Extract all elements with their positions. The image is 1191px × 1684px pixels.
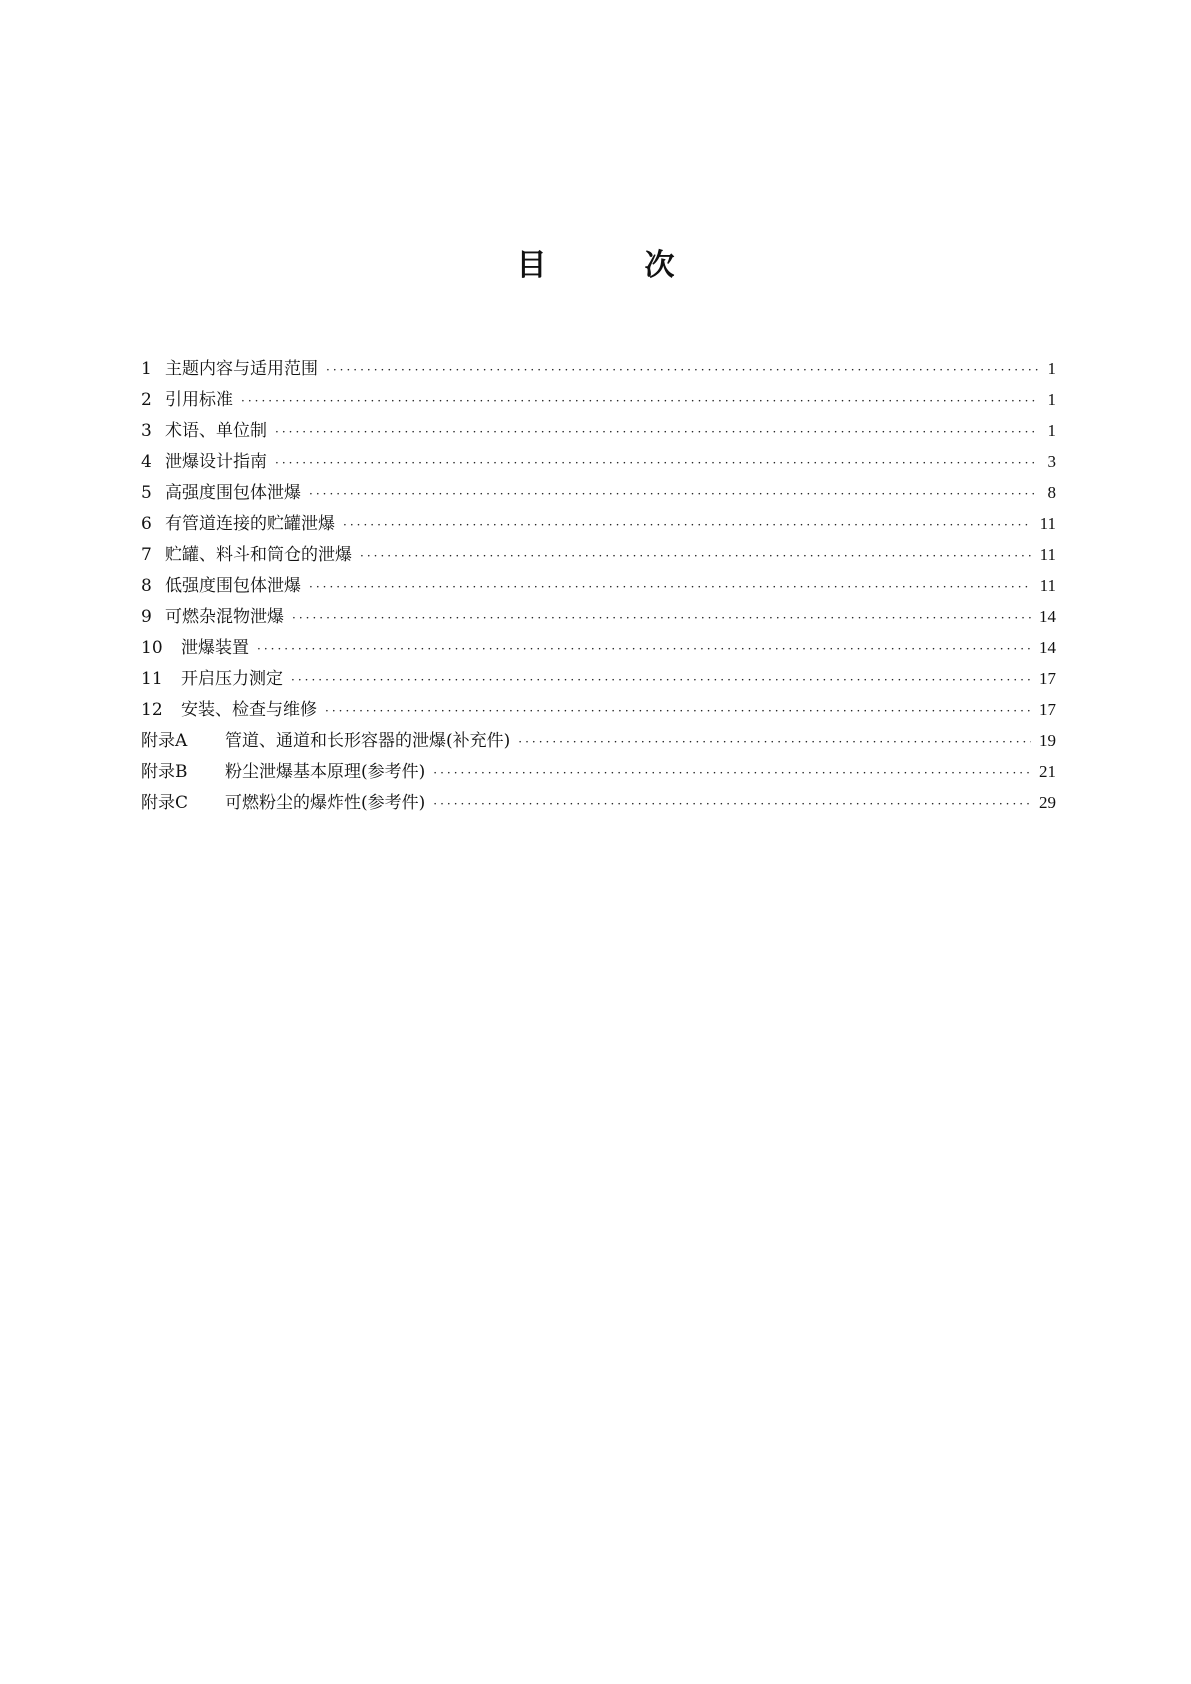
toc-entry-1[interactable]: [141, 354, 1056, 385]
table-of-contents: [141, 354, 1056, 819]
toc-entry-appendix-b[interactable]: [141, 757, 1056, 788]
dot-leader: [292, 611, 1031, 625]
toc-entry-page: 14: [1039, 638, 1056, 657]
toc-entry-page: 1: [1047, 390, 1056, 409]
toc-entry-page: 17: [1039, 700, 1056, 719]
dot-leader: [518, 735, 1031, 749]
toc-entry-title: 泄爆设计指南: [165, 452, 267, 472]
toc-entry-number: 附录A: [141, 731, 188, 751]
toc-entry-title: 高强度围包体泄爆: [165, 483, 301, 503]
toc-entry-10[interactable]: [141, 633, 1056, 664]
toc-entry-number: 附录B: [141, 762, 188, 782]
toc-entry-title: 主题内容与适用范围: [165, 359, 318, 379]
dot-leader: [309, 487, 1038, 501]
toc-entry-title: 可燃杂混物泄爆: [165, 607, 284, 627]
toc-entry-number: 附录C: [141, 793, 189, 813]
dot-leader: [257, 642, 1031, 656]
toc-entry-title: 术语、单位制: [165, 421, 267, 441]
dot-leader: [275, 456, 1038, 470]
toc-entry-title: 安装、检查与维修: [181, 700, 317, 720]
toc-entry-title: 引用标准: [165, 390, 233, 410]
toc-entry-page: 1: [1047, 359, 1056, 378]
toc-entry-appendix-c[interactable]: [141, 788, 1056, 819]
dot-leader: [343, 518, 1032, 532]
toc-entry-number: 12: [141, 700, 163, 720]
toc-entry-number: 8: [141, 576, 152, 596]
toc-entry-number: 2: [141, 390, 152, 410]
toc-entry-number: 4: [141, 452, 152, 472]
toc-entry-title: 开启压力测定: [181, 669, 283, 689]
toc-entry-3[interactable]: [141, 416, 1056, 447]
toc-entry-6[interactable]: [141, 509, 1056, 540]
toc-entry-page: 11: [1039, 576, 1056, 595]
toc-entry-number: 10: [141, 638, 163, 658]
dot-leader: [309, 580, 1032, 594]
toc-entry-title: 泄爆装置: [181, 638, 249, 658]
toc-entry-4[interactable]: [141, 447, 1056, 478]
toc-entry-5[interactable]: [141, 478, 1056, 509]
toc-entry-page: 1: [1047, 421, 1056, 440]
toc-entry-number: 9: [141, 607, 152, 627]
toc-entry-title: 粉尘泄爆基本原理(参考件): [225, 762, 426, 782]
dot-leader: [360, 549, 1032, 563]
dot-leader: [433, 766, 1031, 780]
toc-entry-2[interactable]: [141, 385, 1056, 416]
toc-entry-page: 21: [1039, 762, 1056, 781]
toc-entry-number: 11: [141, 669, 163, 689]
dot-leader: [325, 704, 1031, 718]
page-title: 目次: [516, 248, 773, 283]
toc-entry-title: 低强度围包体泄爆: [165, 576, 301, 596]
toc-entry-page: 8: [1047, 483, 1056, 502]
toc-entry-title: 贮罐、料斗和筒仓的泄爆: [165, 545, 352, 565]
toc-entry-number: 3: [141, 421, 152, 441]
toc-entry-page: 29: [1039, 793, 1056, 812]
toc-entry-page: 3: [1047, 452, 1056, 471]
toc-entry-page: 11: [1039, 514, 1056, 533]
toc-entry-page: 17: [1039, 669, 1056, 688]
toc-entry-appendix-a[interactable]: [141, 726, 1056, 757]
toc-entry-7[interactable]: [141, 540, 1056, 571]
dot-leader: [433, 797, 1031, 811]
dot-leader: [291, 673, 1031, 687]
dot-leader: [241, 394, 1038, 408]
toc-entry-title: 可燃粉尘的爆炸性(参考件): [225, 793, 426, 813]
toc-entry-page: 11: [1039, 545, 1056, 564]
toc-entry-number: 5: [141, 483, 152, 503]
toc-entry-title: 有管道连接的贮罐泄爆: [165, 514, 335, 534]
toc-entry-page: 14: [1039, 607, 1056, 626]
toc-entry-8[interactable]: [141, 571, 1056, 602]
toc-entry-9[interactable]: [141, 602, 1056, 633]
toc-entry-12[interactable]: [141, 695, 1056, 726]
toc-entry-number: 6: [141, 514, 152, 534]
toc-entry-page: 19: [1039, 731, 1056, 750]
toc-entry-title: 管道、通道和长形容器的泄爆(补充件): [225, 731, 511, 751]
dot-leader: [326, 363, 1038, 377]
toc-entry-number: 7: [141, 545, 152, 565]
toc-entry-11[interactable]: [141, 664, 1056, 695]
toc-entry-number: 1: [141, 359, 152, 379]
dot-leader: [275, 425, 1038, 439]
